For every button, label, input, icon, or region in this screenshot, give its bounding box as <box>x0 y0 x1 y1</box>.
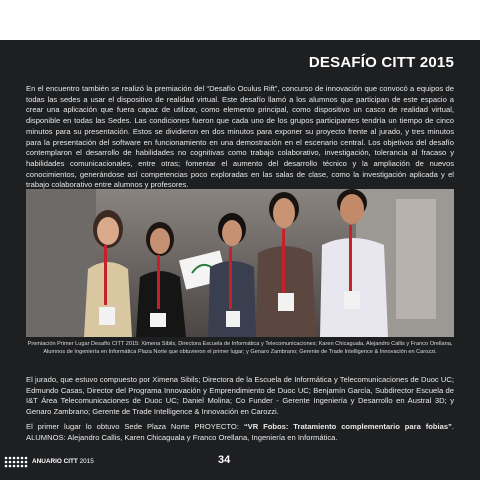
page-number: 34 <box>218 454 231 466</box>
publication-year: 2015 <box>79 458 94 465</box>
section-title: DESAFÍO CITT 2015 <box>308 54 454 71</box>
top-blank-band <box>0 0 480 40</box>
publication-name: ANUARIO CITT <box>32 458 78 465</box>
jury-paragraph: El jurado, que estuvo compuesto por Ximena Sibils; Directora de la Escuela de Informática y Telecomunicaciones de Duoc UC; Edmundo Casas, Director del Programa Innovación y Emprendimiento de Duoc UC; Benjamín García, Subdirector Escuela de I&T Área Telecomunicaciones de Duoc UC; Daniel Molina; Co Funder - Gerente Ingeniería y Desarrollo en Austral 3D; y Genaro Zambrano; Gerente de Trade Intelligence & Innovación en Carozzi. <box>26 375 454 417</box>
award-photo <box>26 189 454 337</box>
winner-tail: . ALUMNOS: Alejandro Callis, Karen Chicaguala y Franco Orellana, Ingeniería en Informática. <box>26 422 454 442</box>
winner-lead: El primer lugar lo obtuvo Sede Plaza Norte PROYECTO: <box>26 422 244 431</box>
publication-label <box>32 458 94 465</box>
photo-caption: Premiación Primer Lugar Desafío CITT 2015: Ximena Sibils, Directora Escuela de Informática y Telecomunicaciones; Karen Chicaguala, Alejandro Callis y Franco Orellana, Alumnos de Ingeniería en Informática Plaza Norte que obtuvieron el primer lugar; y Genaro Zambrano; Gerente de Trade Intelligence & Innovación en Carozzi. <box>27 341 453 355</box>
dot-grid-icon <box>4 456 28 468</box>
intro-paragraph: En el encuentro también se realizó la premiación del “Desafío Oculus Rift”, concurso de innovación que convocó a equipos de todas las sedes a usar el dispositivo de realidad virtual. Este desafío llamó a los alumnos que participan de este espacio a crear una aplicación que fuera capaz de utilizar, como elemento principal, como dispositivo un casco de realidad virtual, disponible en todas las Sedes. Las condiciones fueron que cada uno de los grupos participantes tendría un tiempo de cinco minutos para su presentación. Estos se dividieron en dos minutos para exponer su proyecto frente al jurado, y tres minutos para la presentación del software en funcionamiento en una demostración en el escenario central. Los objetivos del desafío contemplaron el desarrollo de habilidades no cognitivas como trabajo colaborativo, investigación, tolerancia al fracaso y habilidades comunicacionales, entre otras; fomentar el aumento del desarrollo técnico y la ampliación de nuevos conocimientos, generándose así competencias poco exploradas en las salas de clase, como la investigación aplicada y el trabajo colaborativo entre alumnos y profesores. <box>26 84 454 190</box>
page-footer <box>4 456 464 468</box>
winner-project: “VR Fobos: Tratamiento complementario para fobias” <box>243 422 452 431</box>
winner-paragraph <box>26 422 454 443</box>
